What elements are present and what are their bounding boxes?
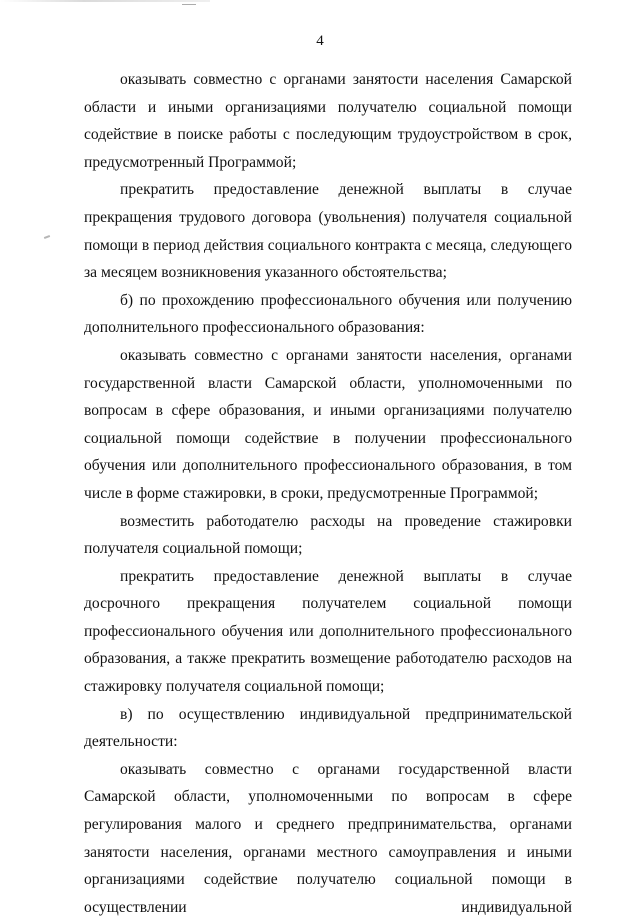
paragraph: прекратить предоставление денежной выплаты в случае досрочного прекращения получателем социальной помощи профессионального обучения или дополнительного профессионального образования, а также прекратить возмещение работодателю расходов на стажировку получателя социальной помощи; bbox=[84, 567, 572, 696]
page-number: 4 bbox=[316, 33, 324, 49]
paragraph: оказывать совместно с органами занятости населения Самарской области и иными организациями получателю социальной помощи содействие в поиске работы с последующим трудоустройством в срок, предусмотренный Программой; bbox=[84, 71, 572, 171]
scan-mark bbox=[182, 0, 196, 5]
margin-mark bbox=[44, 235, 50, 239]
scan-edge-line bbox=[0, 0, 210, 2]
paragraph: в) по осуществлению индивидуальной предпринимательской деятельности: bbox=[84, 705, 572, 751]
paragraph: оказывать совместно с органами государственной власти Самарской области, уполномоченными по вопросам в сфере регулирования малого и среднего предпринимательства, органами занятости населения, органами местного самоуправления и иными организациями содействие получателю социальной помощи в осуществлении индивидуальной bbox=[84, 760, 572, 916]
paragraph: оказывать совместно с органами занятости населения, органами государственной власти Самарской области, уполномоченными по вопросам в сфере образования, и иными организациями получателю социальной помощи содействие в получении профессионального обучения или дополнительного профессионального образования, в том числе в форме стажировки, в сроки, предусмотренные Программой; bbox=[84, 346, 572, 502]
paragraph: прекратить предоставление денежной выплаты в случае прекращения трудового договора (увольнения) получателя социальной помощи в период действия социального контракта с месяца, следующего за месяцем возникновения указанного обстоятельства; bbox=[84, 181, 572, 282]
document-body bbox=[84, 66, 572, 921]
paragraph: возместить работодателю расходы на проведение стажировки получателя социальной помощи; bbox=[84, 512, 572, 558]
paragraph: б) по прохождению профессионального обучения или получению дополнительного профессионального образования: bbox=[84, 291, 572, 337]
